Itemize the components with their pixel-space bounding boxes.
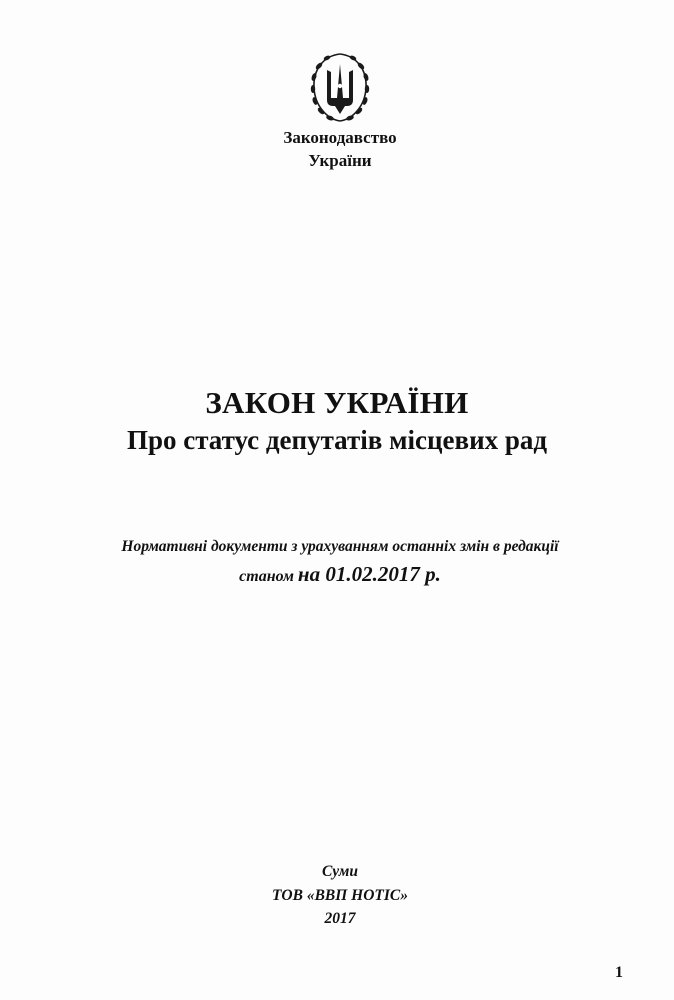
edition-date: на 01.02.2017 р. <box>297 562 441 586</box>
edition-date-line <box>60 562 620 587</box>
imprint-year: 2017 <box>324 910 356 927</box>
imprint-city: Суми <box>321 863 359 880</box>
document-title: ЗАКОН УКРАЇНИ <box>205 385 469 420</box>
edition-date-prefix: станом <box>239 568 294 585</box>
document-subtitle: Про статус депутатів місцевих рад <box>126 425 548 455</box>
edition-note: Нормативні документи з урахуванням останніх змін в редакції <box>121 538 559 555</box>
trident-emblem-icon <box>305 50 375 125</box>
brand-line-2: України <box>308 151 372 170</box>
page-number: 1 <box>615 964 623 981</box>
imprint-publisher: ТОВ «ВВП НОТІС» <box>271 887 409 904</box>
brand-line-1: Законодавство <box>283 128 397 147</box>
